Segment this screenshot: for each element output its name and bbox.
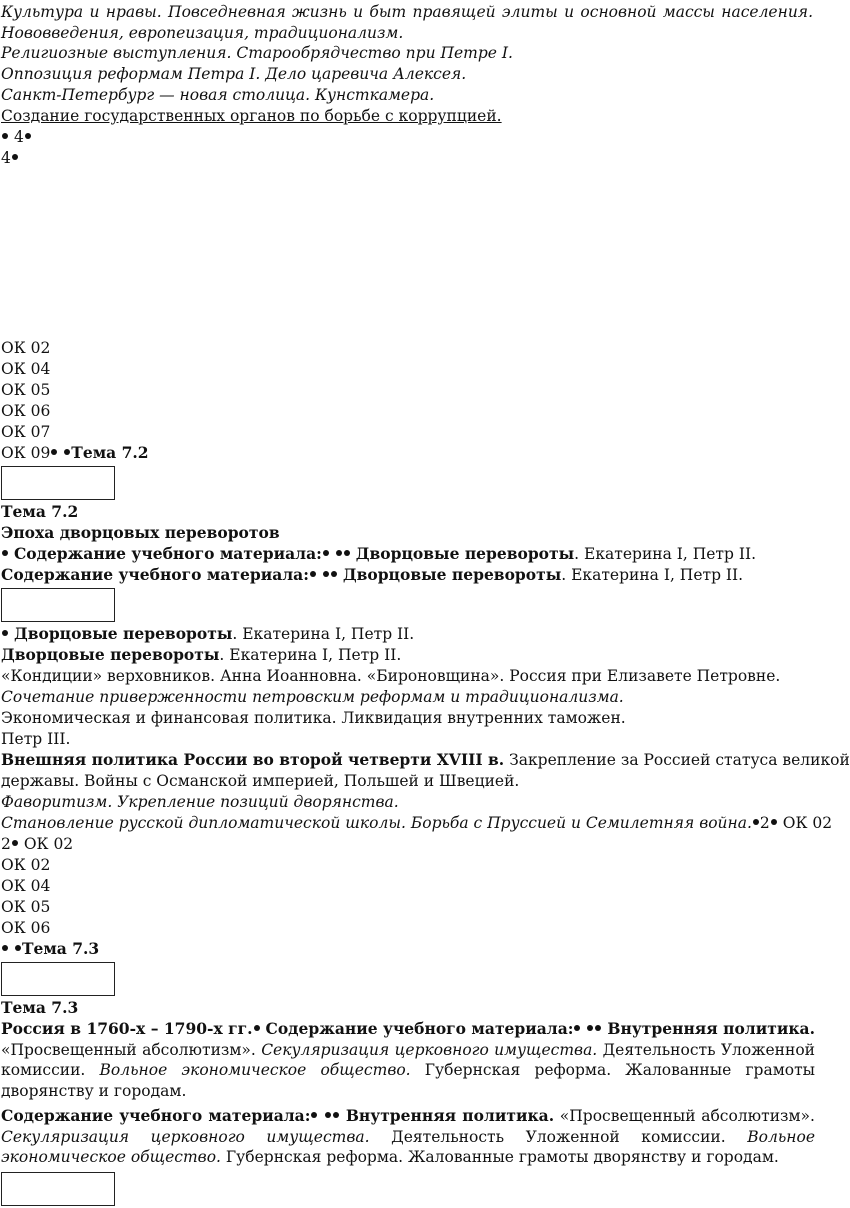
topic-bold: Дворцовые перевороты [1,645,220,664]
empty-cell-box [1,1172,115,1206]
empty-cell-box [1,588,115,622]
bullet-dot-icon [574,1025,580,1031]
diplomacy-text: Становление русской дипломатической школы. Борьба с Пруссией и Семилетняя война. [1,814,752,832]
bullet-dot-icon [64,449,70,455]
competence-code: ОК 09 [1,444,51,462]
bullet-dot-icon [310,571,316,577]
commission-text: Деятельность Уложенной комиссии. [391,1127,726,1146]
paragraph-russia-1760 [1,1019,815,1101]
competence-code: ОК 05 [1,898,51,916]
bullet-dot-icon [344,550,350,556]
foreign-policy-bold: Внешняя политика России во второй четверти XVIII в. [1,750,505,769]
topic-bold: Дворцовые перевороты [355,544,575,563]
competence-code: ОК 06 [1,919,51,937]
bullet-dot-icon [12,154,18,160]
competence-code: ОК 04 [1,360,51,378]
paragraph-diplomacy [1,813,833,834]
competence-theme-line [1,939,815,960]
competence-code: ОК 02 [782,814,833,832]
content-label: Содержание учебного материала: [13,544,322,563]
bullet-dot-icon [2,133,8,139]
bullet-dot-icon [311,1112,317,1118]
theme-heading: Тема 7.2 [1,502,79,521]
foreign-policy-rest: Закрепление за Россией статуса великой [504,751,850,769]
reform-text: Губернская реформа. Жалованные грамоты дворянству и городам. [1,1061,815,1100]
paragraph-religion: Религиозные выступления. Старообрядчество при Петре I. [1,44,513,62]
empty-cell-box [1,466,115,500]
free-economic-society-text: Вольное экономическое общество. [1,1127,815,1166]
content-line-1 [1,544,815,565]
bullet-dot-icon [2,630,8,636]
bullet-dot-icon [323,550,329,556]
bullet-dot-icon [331,571,337,577]
hours-value: 4 [1,149,11,167]
bullet-dot-icon [587,1025,593,1031]
hours-value: 2 [1,835,11,853]
competence-code: ОК 02 [23,835,74,853]
theme-label: Тема 7.2 [71,443,149,462]
free-economic-society-text: Вольное экономическое общество. [99,1061,411,1079]
absolutism-text: «Просвещенный абсолютизм». [1,1040,256,1059]
reform-text: Губернская реформа. Жалованные грамоты дворянству и городам. [225,1148,779,1166]
paragraph-culture-1 [1,2,815,43]
paragraph-content-7-3 [1,1106,815,1168]
theme-label: Тема 7.3 [21,939,100,958]
content-line-2 [1,565,815,586]
bullet-dot-icon [2,945,8,951]
topic-bold: Внутренняя политика. [345,1106,555,1125]
paragraph-wars: державы. Войны с Османской империей, Польшей и Швецией. [1,772,520,790]
paragraph-petersburg: Санкт-Петербург — новая столица. Кунсткамера. [1,86,435,104]
bullet-dot-icon [15,945,21,951]
competence-code: ОК 02 [1,856,51,874]
bullet-dot-icon [333,1112,339,1118]
secularization-text: Секуляризация церковного имущества. [261,1040,598,1059]
topic-bold: Дворцовые перевороты [13,624,233,643]
secularization-text: Секуляризация церковного имущества. [1,1127,370,1146]
paragraph-combination: Сочетание приверженности петровским реформам и традиционализма. [1,688,624,706]
bullet-dot-icon [12,840,18,846]
empty-cell-box [1,962,115,996]
paragraph-corruption: Создание государственных органов по борьбе с коррупцией. [1,107,502,125]
competence-code: ОК 07 [1,423,51,441]
hours-competence-line [1,834,815,855]
bullet-dot-icon [771,819,777,825]
bullet-dot-icon [325,1112,331,1118]
hours-line-2 [1,148,815,169]
competence-code: ОК 06 [1,402,51,420]
coups-line-1 [1,624,815,645]
hours-value: 2 [759,814,770,832]
paragraph-economy: Экономическая и финансовая политика. Ликвидация внутренних таможен. [1,709,626,727]
competence-theme-line [1,443,815,464]
bullet-dot-icon [51,449,57,455]
paragraph-peter3: Петр III. [1,730,71,748]
content-label: Содержание учебного материала: [1,1106,311,1125]
topic-rest: . Екатерина I, Петр II. [232,625,415,643]
bullet-dot-icon [336,550,342,556]
bullet-dot-icon [753,819,759,825]
culture-text: Культура и нравы. Повседневная жизнь и быт правящей элиты и основной массы населения. Нововведения, европеизация, традиционализм. [1,3,813,42]
content-label: Содержание учебного материала: [1,565,309,584]
topic-bold: Дворцовые перевороты [342,565,562,584]
paragraph-opposition: Оппозиция реформам Петра I. Дело царевича Алексея. [1,65,467,83]
hours-value: 4 [13,128,24,146]
theme-title: Эпоха дворцовых переворотов [1,523,280,542]
topic-rest: . Екатерина I, Петр II. [219,646,402,664]
topic-bold: Внутренняя политика. [607,1019,815,1038]
topic-rest: . Екатерина I, Петр II. [574,545,757,563]
content-label: Содержание учебного материала: [265,1019,574,1038]
bullet-dot-icon [254,1025,260,1031]
coups-line-2 [1,645,815,666]
bullet-dot-icon [323,571,329,577]
absolutism-text: «Просвещенный абсолютизм». [559,1107,815,1125]
theme-heading: Тема 7.3 [1,998,79,1017]
paragraph-foreign-policy [1,750,850,771]
competence-code: ОК 04 [1,877,51,895]
bullet-dot-icon [25,133,31,139]
bullet-dot-icon [2,550,8,556]
hours-line-1 [1,127,815,148]
bullet-dot-icon [595,1025,601,1031]
topic-rest: . Екатерина I, Петр II. [561,566,744,584]
theme-title: Россия в 1760-х – 1790-х гг. [1,1019,253,1038]
paragraph-favoritism: Фаворитизм. Укрепление позиций дворянства. [1,793,399,811]
competence-code: ОК 05 [1,381,51,399]
competence-code: ОК 02 [1,339,51,357]
commission-text: Деятельность Уложенной комиссии. [1,1040,815,1079]
paragraph-conditions: «Кондиции» верховников. Анна Иоанновна. «Бироновщина». Россия при Елизавете Петровне. [1,667,781,685]
